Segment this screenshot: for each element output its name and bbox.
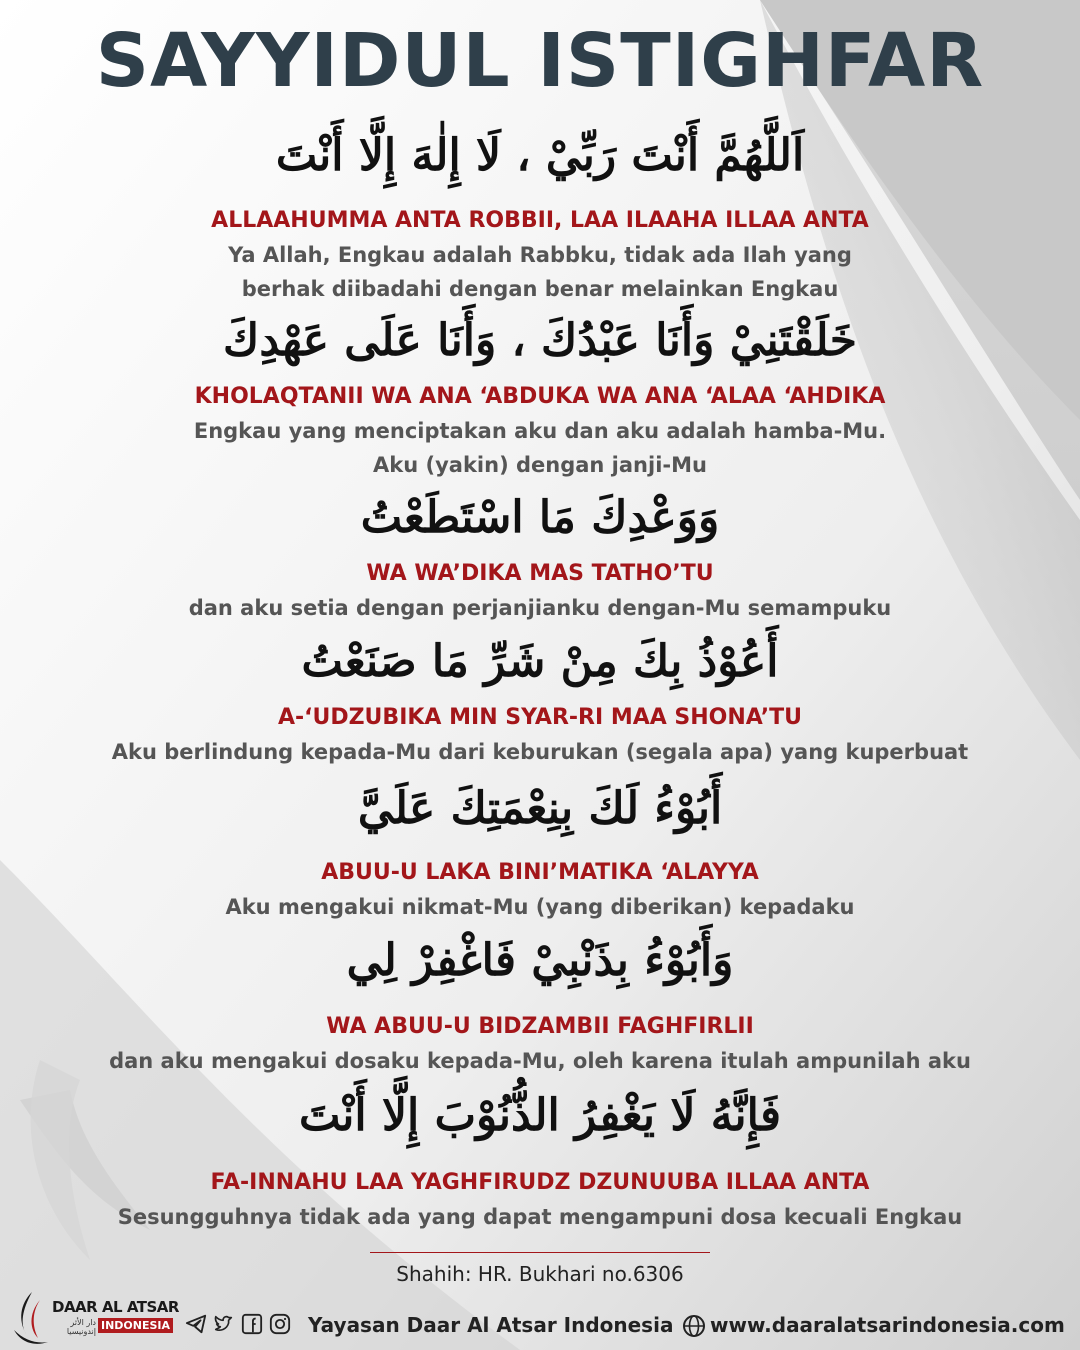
verse-2-latin: KHOLAQTANII WA ANA ‘ABDUKA WA ANA ‘ALAA ‘AHDIKA <box>194 384 886 409</box>
twitter-icon[interactable] <box>212 1312 236 1336</box>
verse-5-latin: ABUU-U LAKA BINI’MATIKA ‘ALAYYA <box>321 860 759 885</box>
verse-7-arabic: فَإِنَّهُ لَا يَغْفِرُ الذُّنُوْبَ إِلَّا أَنْتَ <box>298 1090 782 1141</box>
logo-arabic-text: دار الأثر إندونيسيا <box>66 1318 96 1336</box>
page-title: SAYYIDUL ISTIGHFAR <box>95 18 985 104</box>
verse-3-arabic: وَوَعْدِكَ مَا اسْتَطَعْتُ <box>360 492 720 543</box>
hadith-source: Shahih: HR. Bukhari no.6306 <box>396 1262 684 1286</box>
verse-3-latin: WA WA’DIKA MAS TATHO’TU <box>366 561 714 586</box>
verse-1-latin: ALLAAHUMMA ANTA ROBBII, LAA ILAAHA ILLAA ANTA <box>211 208 869 233</box>
instagram-icon[interactable] <box>268 1312 292 1336</box>
globe-icon <box>682 1314 706 1338</box>
facebook-icon[interactable] <box>240 1312 264 1336</box>
social-icons <box>184 1312 292 1338</box>
verse-2-translation-line-1: Engkau yang menciptakan aku dan aku adalah hamba-Mu. <box>193 419 887 443</box>
verse-6-latin: WA ABUU-U BIDZAMBII FAGHFIRLII <box>326 1014 754 1039</box>
verse-5-arabic: أَبُوْءُ لَكَ بِنِعْمَتِكَ عَلَيَّ <box>357 783 723 834</box>
verse-1-translation-line-1: Ya Allah, Engkau adalah Rabbku, tidak ada Ilah yang <box>228 243 852 267</box>
logo-title: DAAR AL ATSAR <box>52 1298 179 1316</box>
verse-7-latin: FA-INNAHU LAA YAGHFIRUDZ DZUNUUBA ILLAA ANTA <box>210 1170 870 1195</box>
brand-logo[interactable] <box>10 1290 182 1350</box>
verse-2-arabic: خَلَقْتَنِيْ وَأَنَا عَبْدُكَ ، وَأَنَا عَلَى عَهْدِكَ <box>223 315 857 366</box>
verse-5-translation-line-1: Aku mengakui nikmat-Mu (yang diberikan) kepadaku <box>225 895 855 919</box>
verse-4-latin: A-‘UDZUBIKA MIN SYAR-RI MAA SHONA’TU <box>277 705 803 730</box>
website-link[interactable]: www.daaralatsarindonesia.com <box>710 1313 1065 1337</box>
verse-4-arabic: أَعُوْذُ بِكَ مِنْ شَرِّ مَا صَنَعْتُ <box>301 636 779 687</box>
verse-7-translation-line-1: Sesungguhnya tidak ada yang dapat mengampuni dosa kecuali Engkau <box>117 1205 963 1229</box>
organization-name: Yayasan Daar Al Atsar Indonesia <box>308 1313 674 1337</box>
logo-mark-icon <box>10 1290 50 1348</box>
verse-2-translation-line-2: Aku (yakin) dengan janji-Mu <box>373 453 707 477</box>
verse-4-translation-line-1: Aku berlindung kepada-Mu dari keburukan (segala apa) yang kuperbuat <box>111 740 969 764</box>
verse-1-translation-line-2: berhak diibadahi dengan benar melainkan Engkau <box>241 277 839 301</box>
source-divider <box>370 1252 710 1253</box>
logo-subtitle: INDONESIA <box>98 1318 173 1333</box>
verse-6-translation-line-1: dan aku mengakui dosaku kepada-Mu, oleh karena itulah ampunilah aku <box>109 1049 971 1073</box>
telegram-icon[interactable] <box>184 1312 208 1336</box>
verse-3-translation-line-1: dan aku setia dengan perjanjianku dengan-Mu semampuku <box>188 596 892 620</box>
footer <box>0 1290 1080 1350</box>
verse-1-arabic: اَللَّهُمَّ أَنْتَ رَبِّيْ ، لَا إِلٰهَ إِلَّا أَنْتَ <box>275 130 805 181</box>
verse-6-arabic: وَأَبُوْءُ بِذَنْبِيْ فَاغْفِرْ لِي <box>346 935 734 986</box>
